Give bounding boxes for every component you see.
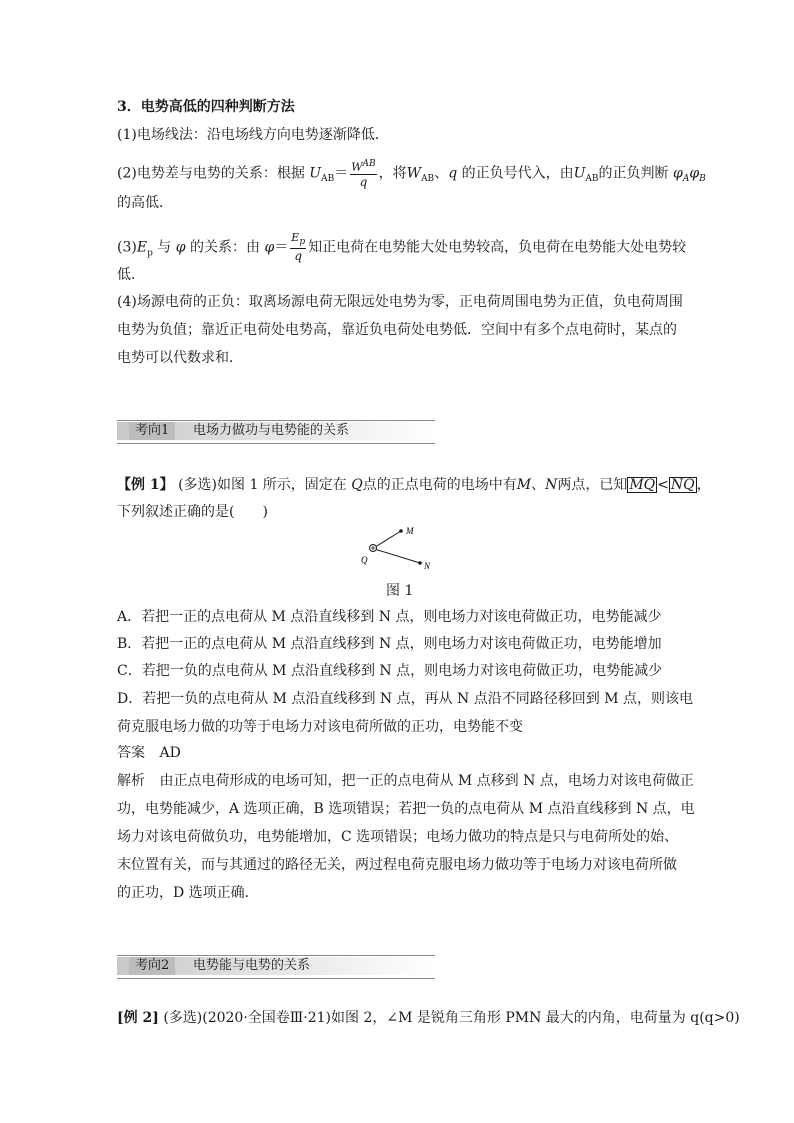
equals-sign: ＝	[334, 165, 349, 182]
figure-caption: 图 1	[386, 583, 414, 599]
ab-subscript: AB	[321, 174, 335, 185]
method-3-text: 知正电荷在电势能大处电势较高，负电荷在电势能大处电势较	[308, 239, 687, 256]
example-2-line1	[117, 1008, 740, 1028]
u-symbol: U	[573, 165, 586, 182]
example-text: (多选)(2020·全国卷Ⅲ·21)如图 2，∠M 是锐角三角形 PMN 最大的内角，电荷量为 q(q>0)	[163, 1010, 740, 1026]
method-2-pre: (2)电势差与电势的关系：根据	[117, 165, 305, 182]
method-3-text: 与	[152, 239, 176, 256]
w-over-q-fraction	[350, 158, 376, 189]
example-label: 【例 1】	[117, 477, 174, 493]
figure-1	[360, 525, 440, 573]
example-label: [例 2]	[117, 1010, 159, 1026]
q-symbol: Q	[351, 477, 363, 493]
point-m	[399, 529, 403, 533]
u-symbol: U	[309, 165, 322, 182]
option-c: C．若把一负的点电荷从 M 点沿直线移到 N 点，则电场力对该电荷做正功，电势能减少	[117, 663, 663, 679]
method-heading: 3．电势高低的四种判断方法	[117, 99, 295, 115]
example-text: 两点，已知	[557, 477, 628, 493]
label-q: Q	[361, 555, 368, 565]
m-symbol: M	[516, 477, 532, 493]
ab-subscript: AB	[421, 174, 435, 185]
ab-subscript: AB	[585, 174, 599, 185]
example-text: ，	[696, 477, 711, 493]
option-b: B．若把一正的点电荷从 M 点沿直线移到 N 点，则电场力对该电荷做正功，电势能增加	[117, 636, 662, 652]
method-4-line2: 电势为负值；靠近正电荷处电势高，靠近负电荷处电势低．空间中有多个点电荷时，某点的	[117, 322, 677, 338]
fraction-denominator: q	[294, 249, 303, 264]
method-2-text: 的正负号代入，由	[457, 165, 574, 182]
method-4-line3: 电势可以代数求和．	[117, 350, 243, 366]
method-3-line2: 低．	[117, 267, 145, 283]
label-n: N	[424, 561, 431, 571]
p-subscript: p	[147, 248, 153, 259]
ep-over-q-fraction	[290, 232, 306, 263]
section-tag: 考向2	[129, 957, 175, 975]
q-symbol: q	[448, 165, 458, 182]
charge-diagram	[360, 525, 440, 573]
separator: 、	[531, 477, 546, 493]
phi-symbol: φ	[264, 239, 275, 256]
analysis-label: 解析	[117, 773, 145, 789]
method-2-line1	[117, 158, 706, 189]
method-4-line1: (4)场源电荷的正负：取离场源电荷无限远处电势为零，正电荷周围电势为正值，负电荷周围	[117, 294, 683, 310]
phi-symbol: φ	[689, 165, 700, 182]
method-2-text: 的正负判断	[598, 165, 669, 182]
separator: 、	[434, 165, 449, 182]
fraction-denominator: q	[359, 174, 368, 189]
analysis-line4: 末位置有关，而与其通过的路径无关，两过程电荷克服电场力做功等于电场力对该电荷所做	[117, 857, 677, 873]
e-symbol: E	[136, 239, 148, 256]
option-d-line2: 荷克服电场力做的功等于电场力对该电荷所做的正功，电势能不变	[117, 719, 523, 735]
method-2-line2: 的高低．	[117, 195, 173, 211]
w-symbol: W	[406, 165, 422, 182]
analysis-line2: 功，电势能减少，A 选项正确，B 选项错误；若把一负的点电荷从 M 点沿直线移到 N 点，电	[117, 801, 695, 817]
example-text: (多选)如图 1 所示，固定在	[178, 477, 347, 493]
answer-value: AD	[159, 745, 181, 761]
b-subscript: B	[699, 174, 706, 185]
fraction-numerator: $E_p$	[291, 231, 306, 248]
a-subscript: A	[682, 174, 690, 185]
point-n	[418, 561, 422, 565]
qm-line	[376, 531, 401, 547]
example-1-line1	[117, 475, 711, 495]
answer-label: 答案	[117, 745, 145, 761]
label-m: M	[406, 526, 414, 536]
fraction-numerator: $W^{AB}$	[351, 159, 376, 174]
example-text: 点的正点电荷的电场中有	[362, 477, 517, 493]
answer-line	[117, 743, 181, 763]
analysis-text: 由正点电荷形成的电场可知，把一正的点电荷从 M 点移到 N 点，电场力对该电荷做正	[159, 773, 694, 789]
qn-line	[376, 550, 420, 564]
option-d-line1: D．若把一负的点电荷从 M 点沿直线移到 N 点，再从 N 点沿不同路径移回到 M 点，则该电	[117, 691, 693, 707]
section-tag: 考向1	[129, 422, 175, 440]
mq-boxed-label: MQ	[629, 477, 656, 493]
n-symbol: N	[545, 477, 558, 493]
method-2-text: ，将	[378, 165, 407, 182]
option-a: A．若把一正的点电荷从 M 点沿直线移到 N 点，则电场力对该电荷做正功，电势能减少	[117, 609, 662, 625]
less-than-sign: <	[657, 477, 669, 493]
section-bar-1	[117, 420, 435, 444]
analysis-line1	[117, 771, 694, 791]
section-bar-2	[117, 955, 435, 979]
section-title: 电场力做功与电势能的关系	[193, 423, 350, 438]
method-3-pre: (3)	[117, 239, 137, 256]
equals-sign: ＝	[274, 239, 289, 256]
example-1-line2: 下列叙述正确的是( )	[117, 504, 268, 520]
nq-boxed-label: NQ	[670, 477, 695, 493]
method-1: (1)电场线法：沿电场线方向电势逐渐降低．	[117, 127, 389, 143]
phi-symbol: φ	[175, 239, 186, 256]
analysis-line3: 场力对该电荷做负功，电势能增加，C 选项错误；电场力做功的特点是只与电荷所处的始、	[117, 829, 679, 845]
analysis-line5: 的正功，D 选项正确．	[117, 885, 259, 901]
method-3-line1	[117, 232, 686, 263]
section-title: 电势能与电势的关系	[193, 958, 311, 973]
phi-symbol: φ	[673, 165, 683, 182]
method-3-text: 的关系：由	[185, 239, 265, 256]
